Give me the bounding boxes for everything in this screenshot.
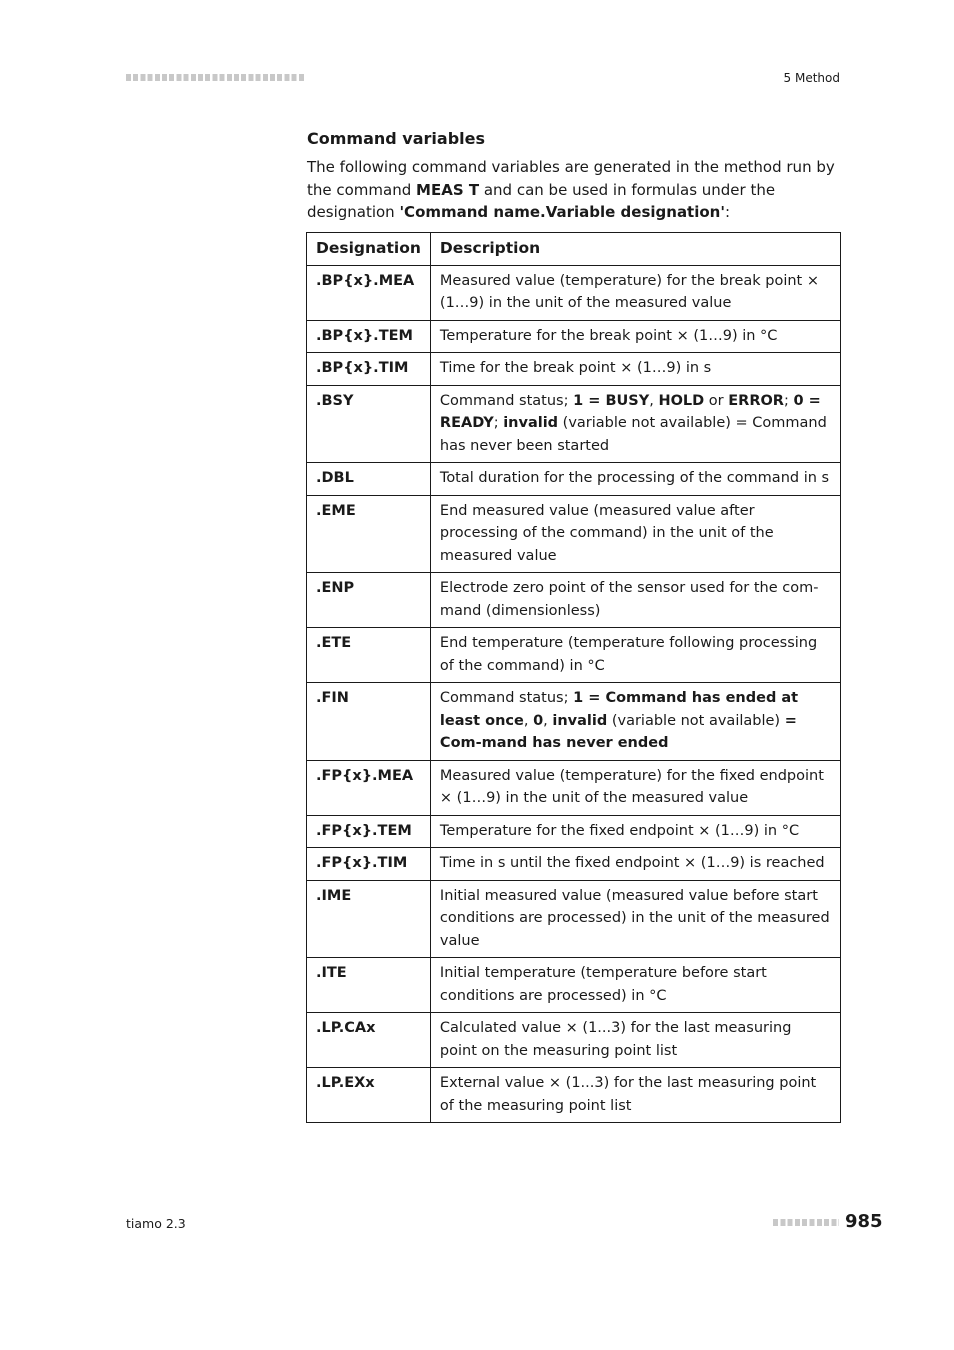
variable-designation: .BP{x}.MEA xyxy=(307,265,431,320)
table-row xyxy=(307,265,841,320)
variable-description: Calculated value × (1...3) for the last measuring point on the measuring point list xyxy=(430,1013,840,1068)
footer-product: tiamo 2.3 xyxy=(126,1216,186,1231)
table-row xyxy=(307,628,841,683)
variable-description: Initial temperature (temperature before start conditions are processed) in °C xyxy=(430,958,840,1013)
variable-description: Initial measured value (measured value before start conditions are processed) in the unit of the measured value xyxy=(430,880,840,958)
section-title: Command variables xyxy=(307,129,485,148)
variable-description xyxy=(430,385,840,463)
table-row xyxy=(307,463,841,496)
intro-text-3: : xyxy=(724,203,731,221)
variable-description: Time for the break point × (1…9) in s xyxy=(430,353,840,386)
variable-designation: .LP.CAx xyxy=(307,1013,431,1068)
variable-description: Total duration for the processing of the command in s xyxy=(430,463,840,496)
description-fragment: 1 = BUSY xyxy=(573,392,650,409)
variable-designation: .FP{x}.TIM xyxy=(307,848,431,881)
table-row xyxy=(307,848,841,881)
variable-description: External value × (1...3) for the last measuring point of the measuring point list xyxy=(430,1068,840,1123)
table-row xyxy=(307,880,841,958)
description-fragment: 0 xyxy=(533,712,544,729)
variable-designation: .ITE xyxy=(307,958,431,1013)
variable-description: End temperature (temperature following processing of the command) in °C xyxy=(430,628,840,683)
variable-description: End measured value (measured value after processing of the command) in the unit of the measured value xyxy=(430,495,840,573)
footer-decoration-dots xyxy=(773,1219,839,1226)
description-fragment: or xyxy=(704,392,729,409)
variable-designation: .BP{x}.TEM xyxy=(307,320,431,353)
header-decoration-dots xyxy=(126,74,306,81)
header-description: Description xyxy=(430,233,840,266)
variable-designation: .LP.EXx xyxy=(307,1068,431,1123)
intro-command: MEAS T xyxy=(416,180,480,199)
description-fragment: 1 = Command has ended at least once xyxy=(439,690,799,729)
table-row xyxy=(307,815,841,848)
description-fragment: = Com-mand has never ended xyxy=(439,712,797,751)
table-row xyxy=(307,495,841,573)
variable-designation: .IME xyxy=(307,880,431,958)
table-row xyxy=(307,385,841,463)
intro-text-1: The following command variables are generated in the method run by the command xyxy=(307,158,835,199)
table-row xyxy=(307,958,841,1013)
description-fragment: 0 = READY xyxy=(439,392,821,431)
table-row xyxy=(307,683,841,761)
table-header-row xyxy=(307,233,841,266)
description-fragment: ERROR xyxy=(728,392,784,409)
chapter-heading: 5 Method xyxy=(783,71,840,85)
table-body xyxy=(307,265,841,1123)
table-row xyxy=(307,353,841,386)
description-fragment: Command status; xyxy=(439,690,574,706)
variable-designation: .ETE xyxy=(307,628,431,683)
description-fragment: (variable not available) = Command has never been started xyxy=(439,415,827,454)
page-number: 985 xyxy=(845,1211,883,1232)
description-fragment: , xyxy=(543,712,553,729)
description-fragment: , xyxy=(649,392,659,409)
table-row xyxy=(307,320,841,353)
variable-designation: .EME xyxy=(307,495,431,573)
intro-designation: 'Command name.Variable designation' xyxy=(399,203,725,221)
description-fragment: , xyxy=(523,712,534,729)
table-row xyxy=(307,1013,841,1068)
intro-paragraph xyxy=(307,156,842,224)
header-designation: Designation xyxy=(307,233,431,266)
variable-description: Measured value (temperature) for the fixed endpoint × (1…9) in the unit of the measured value xyxy=(430,760,840,815)
table-row xyxy=(307,760,841,815)
intro-text-2: and can be used in formulas under the designation xyxy=(307,180,776,221)
variable-designation: .FP{x}.MEA xyxy=(307,760,431,815)
table-row xyxy=(307,1068,841,1123)
description-fragment: Command status; xyxy=(439,392,574,409)
variable-description: Temperature for the break point × (1…9) in °C xyxy=(430,320,840,353)
variable-designation: .FIN xyxy=(307,683,431,761)
description-fragment: ; xyxy=(493,415,504,431)
variable-description: Electrode zero point of the sensor used for the com-mand (dimensionless) xyxy=(430,573,840,628)
variable-description: Temperature for the fixed endpoint × (1…9) in °C xyxy=(430,815,840,848)
variable-designation: .ENP xyxy=(307,573,431,628)
description-fragment: (variable not available) xyxy=(607,712,785,729)
variable-designation: .FP{x}.TEM xyxy=(307,815,431,848)
description-fragment: HOLD xyxy=(658,392,705,409)
variable-description: Measured value (temperature) for the break point × (1…9) in the unit of the measured value xyxy=(430,265,840,320)
description-fragment: ; xyxy=(783,392,794,409)
variable-description xyxy=(430,683,840,761)
variable-description: Time in s until the fixed endpoint × (1…9) is reached xyxy=(430,848,840,881)
variable-designation: .BP{x}.TIM xyxy=(307,353,431,386)
variable-designation: .DBL xyxy=(307,463,431,496)
description-fragment: invalid xyxy=(552,712,608,729)
table-row xyxy=(307,573,841,628)
variable-designation: .BSY xyxy=(307,385,431,463)
description-fragment: invalid xyxy=(503,415,559,431)
command-variables-table xyxy=(306,232,841,1123)
